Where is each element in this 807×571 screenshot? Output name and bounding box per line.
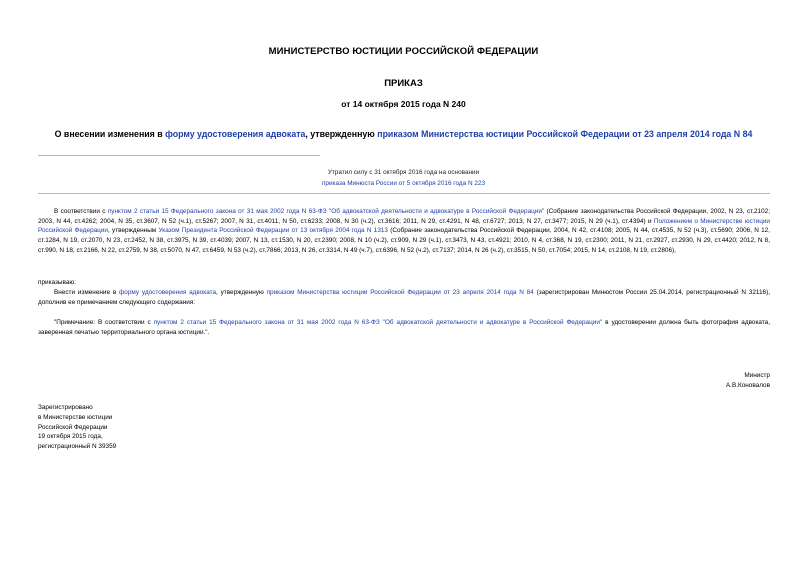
paragraph-note	[38, 318, 770, 337]
title-link-order[interactable]: приказом Министерства юстиции Российской Федерации от 23 апреля 2014 года N 84	[377, 129, 753, 139]
divider-top	[38, 155, 320, 156]
document-date-number: от 14 октября 2015 года N 240	[341, 99, 466, 109]
document-title	[0, 129, 807, 139]
basis-link-law[interactable]: пунктом 2 статьи 15 Федерального закона от 31 мая 2002 года N 63-ФЗ "Об адвокатской деятельности и адвокатуре в Российской Федерации"	[107, 208, 545, 215]
divider-bottom	[38, 193, 770, 194]
registration-line: в Министерстве юстиции	[38, 413, 113, 421]
lost-force-link[interactable]: приказа Минюста России от 5 октября 2016 года N 223	[321, 180, 486, 187]
lost-force-link-line	[0, 180, 807, 187]
lost-force-note: Утратил силу с 31 октября 2016 года на основании	[327, 169, 480, 176]
amendment-text-1: Внести изменение в	[54, 289, 120, 296]
paragraph-amendment	[38, 288, 770, 307]
registration-line: Российской Федерации	[38, 423, 108, 431]
paragraph-order-word: приказываю:	[38, 279, 76, 286]
amendment-text-3: (зарегистрирован Минюстом России 25.04.2014, регистрационный N 32116), дополнив ее примечанием следующего содержания:	[38, 289, 770, 306]
note-link-law[interactable]: пунктом 2 статьи 15 Федерального закона от 31 мая 2002 года N 63-ФЗ "Об адвокатской деятельности и адвокатуре в Российской Федерации"	[153, 319, 603, 326]
signature-block	[726, 371, 770, 390]
signature-name: А.В.Коновалов	[725, 381, 770, 389]
basis-text-2: (Собрание законодательства Российской Федерации, 2002, N 23, ст.2102; 2003, N 44, ст.4262; 2004, N 35, ст.3607, N 52 (ч.1), ст.5267; 2007, N 31, ст.4011, N 50, ст.6233; 2008, N 30 (ч.2), ст.3616; 2011, N 29, ст.4291, N 48, ст.6727; 2013, N 27, ст.3477; 2015, N 29 (ч.1), ст.4394) и	[38, 208, 770, 225]
basis-text-1: В соответствии с	[54, 208, 108, 215]
document-type: ПРИКАЗ	[384, 78, 423, 89]
registration-block	[38, 403, 116, 452]
note-text-1: "Примечание: В соответствии с	[54, 319, 154, 326]
basis-text-4: (Собрание законодательства Российской Федерации, 2004, N 42, ст.4108; 2005, N 44, ст.4535, N 52 (ч.3), ст.5690; 2006, N 12, ст.1284, N 19, ст.2070, N 23, ст.2452, N 38, ст.3975, N 39, ст.4039; 2007, N 13, ст.1530, N 20, ст.2390; 2008, N 10 (ч.2), ст.909, N 29 (ч.1), ст.3473, N 43, ст.4921; 2010, N 4, ст.368, N 19, ст.2300; 2011, N 21, ст.2927, ст.2930, N 29, ст.4420; 2012, N 8, ст.990, N 18, ст.2166, N 22, ст.2759, N 38, ст.5070, N 47, ст.6459, N 53 (ч.2), ст.7866; 2013, N 26, ст.3314, N 49 (ч.7), ст.6396, N 52 (ч.2), ст.7137; 2014, N 26 (ч.2), ст.3515, N 50, ст.7054; 2015, N 14, ст.2108, N 19, ст.2806),	[38, 227, 771, 254]
registration-line: регистрационный N 39359	[38, 443, 117, 451]
amendment-text-2: , утвержденную	[216, 289, 267, 296]
basis-link-regulation[interactable]: Положением о Министерстве юстиции Российской Федерации	[38, 217, 770, 235]
registration-line: 19 октября 2015 года,	[38, 433, 103, 441]
title-text-2: , утвержденную	[305, 129, 378, 139]
basis-text-3: , утвержденным	[108, 227, 159, 235]
ministry-heading: МИНИСТЕРСТВО ЮСТИЦИИ РОССИЙСКОЙ ФЕДЕРАЦИИ	[268, 46, 539, 57]
paragraph-basis	[38, 207, 770, 256]
title-link-form[interactable]: форму удостоверения адвоката	[165, 129, 306, 139]
amendment-link-form[interactable]: форму удостоверения адвоката	[119, 289, 217, 296]
title-text-1: О внесении изменения в	[54, 129, 166, 139]
basis-link-decree[interactable]: Указом Президента Российской Федерации от 13 октября 2004 года N 1313	[158, 227, 388, 235]
amendment-link-order[interactable]: приказом Министерства юстиции Российской Федерации от 23 апреля 2014 года N 84	[266, 289, 534, 296]
signature-position: Министр	[744, 372, 770, 379]
note-text-2: в удостоверении должна быть фотография адвоката, заверенная печатью территориального органа юстиции.".	[38, 319, 770, 336]
registration-line: Зарегистрировано	[38, 404, 93, 411]
